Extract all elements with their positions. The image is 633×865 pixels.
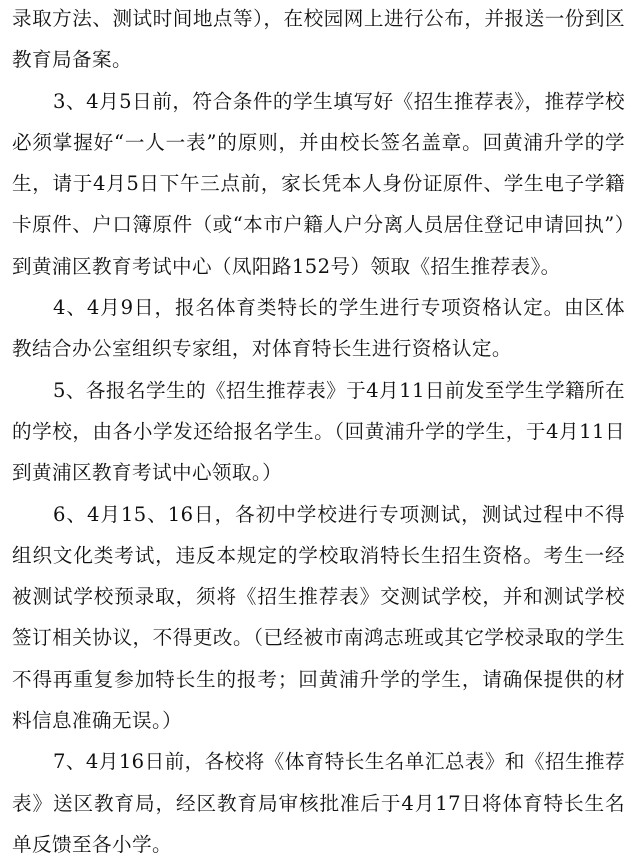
paragraph-item-7: 7、4月16日前，各校将《体育特长生名单汇总表》和《招生推荐表》送区教育局，经区教育局审核批准后于4月17日将体育特长生名单反馈至各小学。 [12,750,625,856]
paragraph-item-3: 3、4月5日前，符合条件的学生填写好《招生推荐表》，推荐学校必须掌握好“一人一表”的原则，并由校长签名盖章。回黄浦升学的学生，请于4月5日下午三点前，家长凭本人身份证原件、学生电子学籍卡原件、户口簿原件（或“本市户籍人户分离人员居住登记申请回执”）到黄浦区教育考试中心（凤阳路152号）领取《招生推荐表》。 [12,89,625,278]
paragraph-item-4: 4、4月9日，报名体育类特长的学生进行专项资格认定。由区体教结合办公室组织专家组，对体育特长生进行资格认定。 [12,296,625,361]
paragraph-item-5: 5、各报名学生的《招生推荐表》于4月11日前发至学生学籍所在的学校，由各小学发还给报名学生。（回黄浦升学的学生，于4月11日到黄浦区教育考试中心领取。） [12,378,625,485]
paragraph-continuation: 录取方法、测试时间地点等），在校园网上进行公布，并报送一份到区教育局备案。 [12,7,625,72]
paragraph-item-6: 6、4月15、16日，各初中学校进行专项测试，测试过程中不得组织文化类考试，违反本规定的学校取消特长生招生资格。考生一经被测试学校预录取，须将《招生推荐表》交测试学校，并和测试学校签订相关协议，不得更改。（已经被市南鸿志班或其它学校录取的学生不得再重复参加特长生的报考；回黄浦升学的学生，请确保提供的材料信息准确无误。） [12,502,625,733]
